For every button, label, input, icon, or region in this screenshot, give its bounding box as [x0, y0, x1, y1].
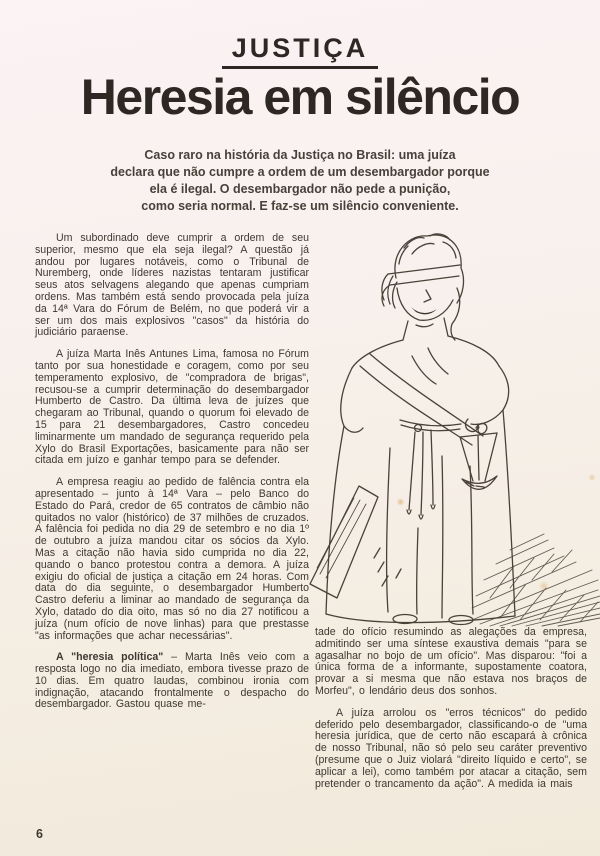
paragraph-4-lead: A "heresia política" — [56, 651, 164, 664]
deck-line-2: declara que não cumpre a ordem de um desembargador porque — [110, 165, 490, 179]
blindfold — [382, 265, 460, 306]
paragraph-1: Um subordinado deve cumprir a ordem de seu superior, mesmo que ela seja ilegal? A questão já andou por lugares notáveis, como o Tribunal de Nuremberg, onde líderes nazistas tentaram justificar seus atos selvagens alegando que apenas cumpriam ordens. Mas também está sendo provocada pela juíza da 14ª Vara do Fórum de Belém, no que poderá vir a ser um dos mais explosivos "casos" da história do judiciário paraense. — [35, 232, 309, 339]
neck — [403, 318, 448, 340]
deck — [90, 147, 510, 215]
belt — [400, 420, 461, 431]
paragraph-6: A juíza arrolou os "erros técnicos" do pedido deferido pelo desembargador, classificando-o de "uma heresia jurídica, que de certo não escapará à crônica de nosso Tribunal, não só pelo seu caráter preventivo (presume que o Juiz violará "direito líquido e certo", se aplicar a lei), como também por atacar a citação, sem pretender o trancamento da ação". A medida ia mais — [315, 706, 587, 790]
smiling-mouth — [411, 307, 437, 314]
robe-folds — [387, 448, 473, 618]
deck-line-3: ela é ilegal. O desembargador não pede a punição, — [149, 182, 451, 196]
shoulders — [352, 336, 499, 368]
face-jaw — [397, 288, 453, 320]
fold-ticks — [374, 548, 401, 586]
page-number: 6 — [36, 827, 43, 841]
section-kicker: JUSTIÇA — [222, 33, 379, 69]
headline: Heresia em silêncio — [80, 69, 520, 125]
belt-tassels — [409, 430, 433, 515]
left-column — [35, 233, 309, 721]
chin-line — [416, 324, 433, 327]
deck-line-4: como seria normal. E faz-se um silêncio conveniente. — [141, 199, 459, 213]
nose — [424, 290, 431, 302]
right-column — [315, 627, 587, 800]
paragraph-3: A empresa reagiu ao pedido de falência contra ela apresentado – junto à 14ª Vara – pelo Banco do Estado do Pará, credor de 65 contratos de câmbio não quitados no valor (histórico) de 37 milhões de cruzados. A falência foi pedida no dia 29 de setembro e no dia 1º de outubro a juíza mandou citar os sócios da Xylo. Mas a citação não havia sido cumprida no dia 22, quando o banco protestou contra a demora. A juíza exigiu do oficial de justiça a citação em 24 horas. Com data do dia seguinte, o desembargador Humberto Castro deferiu a liminar ao mandado de segurança da Xylo, datado do dia oito, mas só no dia 27 notificou a juíza (num ofício de nove linhas) para que prestasse "as informações que achar necessárias". — [35, 476, 309, 642]
shadow-hatch — [472, 534, 600, 626]
sword-blade — [310, 486, 378, 598]
sword-hatch — [317, 498, 366, 578]
left-sleeve — [341, 368, 363, 432]
deck-line-1: Caso raro na história da Justiça no Brasil: uma juíza — [144, 148, 456, 162]
paragraph-2: A juíza Marta Inês Antunes Lima, famosa no Fórum tanto por sua honestidade e coragem, como por seu temperamento explosivo, de "compradora de brigas", recusou-se a cumprir determinação do desembargador Humberto de Castro. Da última leva de juízes que chegaram ao Tribunal, quando o quorum foi elevado de 15 para 21 desembargadores, Castro concedeu liminarmente um mandado de segurança requerido pela Xylo do Brasil Exportações, basicamente para não ser citada em juízo e ganhar tempo para se defender. — [35, 348, 309, 467]
hair-side-strands — [388, 276, 460, 340]
sash-folds — [412, 348, 448, 384]
sash — [360, 354, 483, 445]
paragraph-5: tade do ofício resumindo as alegações da empresa, admitindo ser uma síntese exaustiva demais "para se agasalhar no bojo de um ofício". Mas disparou: "foi a única forma de a informante, supostamente coatora, provar a si mesma que não estava nos braços de Morfeu", o lendário deus dos sonhos. — [315, 626, 587, 697]
paragraph-4-rest: – Marta Inês veio com a resposta logo no dia imediato, embora tivesse prazo de 10 dias. Em quatro laudas, combinou ironia com indignação, atacando frontalmente o despacho do desembargador. Gastou quase me- — [35, 651, 309, 711]
kicker-wrap — [0, 33, 600, 69]
justice-illustration — [300, 228, 600, 628]
paragraph-4 — [35, 652, 309, 711]
